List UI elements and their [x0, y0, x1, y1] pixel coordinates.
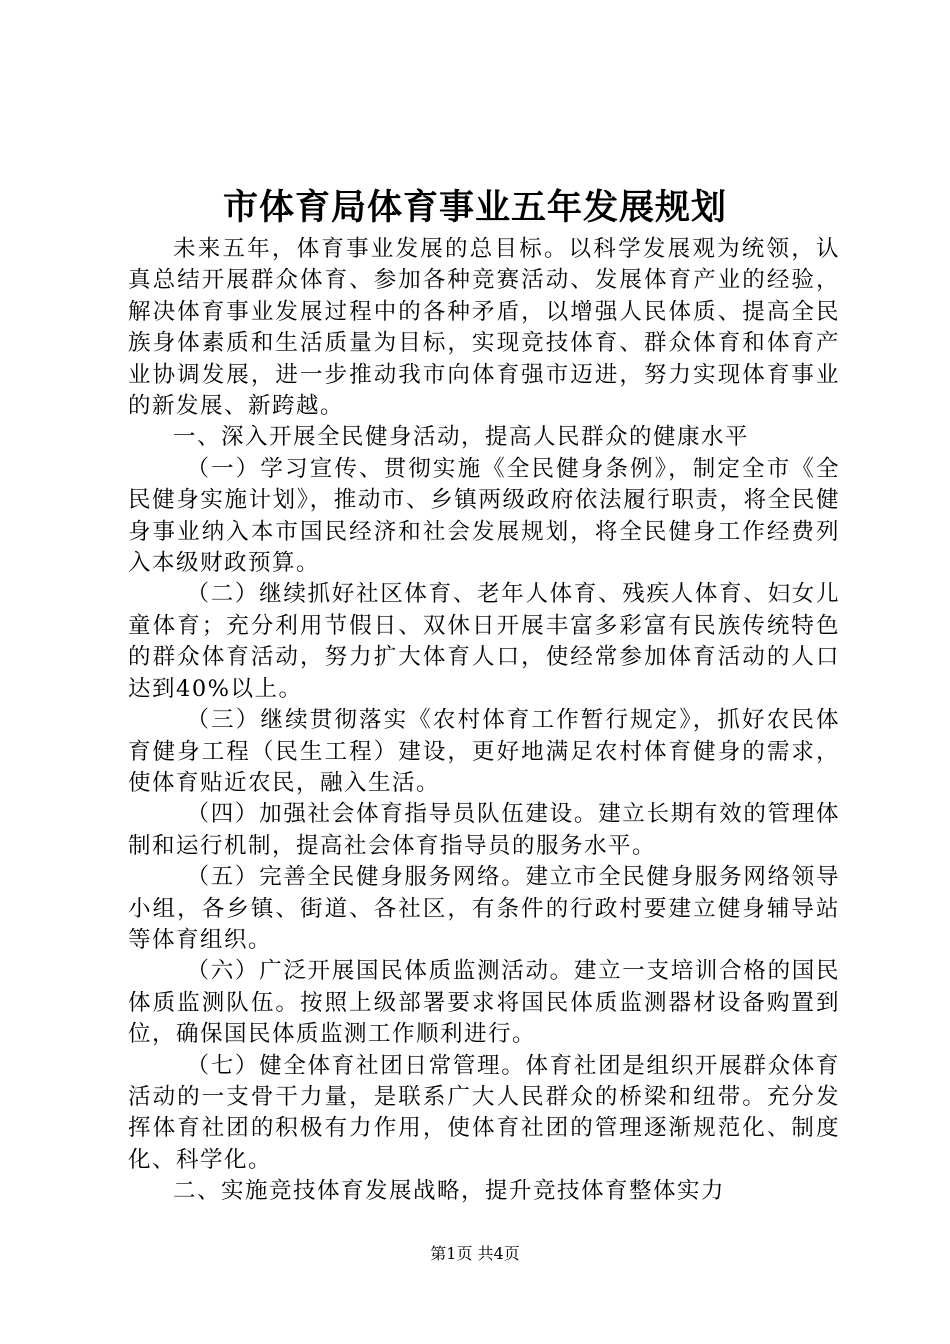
page-number-footer: 第1页 共4页 [430, 1244, 520, 1263]
paragraph-item-1: （一）学习宣传、贯彻实施《全民健身条例》，制定全市《全民健身实施计划》，推动市、乡镇两级政府依法履行职责，将全民健身事业纳入本市国民经济和社会发展规划，将全民健身工作经费列入本级财政预算。 [128, 455, 840, 577]
document-title: 市体育局体育事业五年发展规划 [222, 187, 727, 228]
section-heading-1: 一、深入开展全民健身活动，提高人民群众的健康水平 [173, 424, 750, 451]
paragraph-item-6: （六）广泛开展国民体质监测活动。建立一支培训合格的国民体质监测队伍。按照上级部署要求将国民体质监测器材设备购置到位，确保国民体质监测工作顺利进行。 [128, 958, 840, 1048]
section-heading-2: 二、实施竞技体育发展战略，提升竞技体育整体实力 [173, 1178, 726, 1205]
document-body [128, 234, 840, 1208]
paragraph-item-3: （三）继续贯彻落实《农村体育工作暂行规定》，抓好农民体育健身工程（民生工程）建设，更好地满足农村体育健身的需求，使体育贴近农民，融入生活。 [128, 707, 840, 796]
paragraph-item-4: （四）加强社会体育指导员队伍建设。建立长期有效的管理体制和运行机制，提高社会体育指导员的服务水平。 [128, 801, 840, 859]
paragraph-item-7: （七）健全体育社团日常管理。体育社团是组织开展群众体育活动的一支骨干力量，是联系广大人民群众的桥梁和纽带。充分发挥体育社团的积极有力作用，使体育社团的管理逐渐规范化、制度化、科学化。 [128, 1052, 840, 1173]
paragraph-intro: 未来五年，体育事业发展的总目标。以科学发展观为统领，认真总结开展群众体育、参加各种竞赛活动、发展体育产业的经验，解决体育事业发展过程中的各种矛盾，以增强人民体质、提高全民族身体素质和生活质量为目标，实现竞技体育、群众体育和体育产业协调发展，进一步推动我市向体育强市迈进，努力实现体育事业的新发展、新跨越。 [128, 236, 840, 420]
paragraph-item-5: （五）完善全民健身服务网络。建立市全民健身服务网络领导小组，各乡镇、街道、各社区，有条件的行政村要建立健身辅导站等体育组织。 [128, 864, 840, 953]
paragraph-item-2: （二）继续抓好社区体育、老年人体育、残疾人体育、妇女儿童体育；充分利用节假日、双休日开展丰富多彩富有民族传统特色的群众体育活动，努力扩大体育人口，使经常参加体育活动的人口达到40%以上。 [128, 581, 840, 702]
